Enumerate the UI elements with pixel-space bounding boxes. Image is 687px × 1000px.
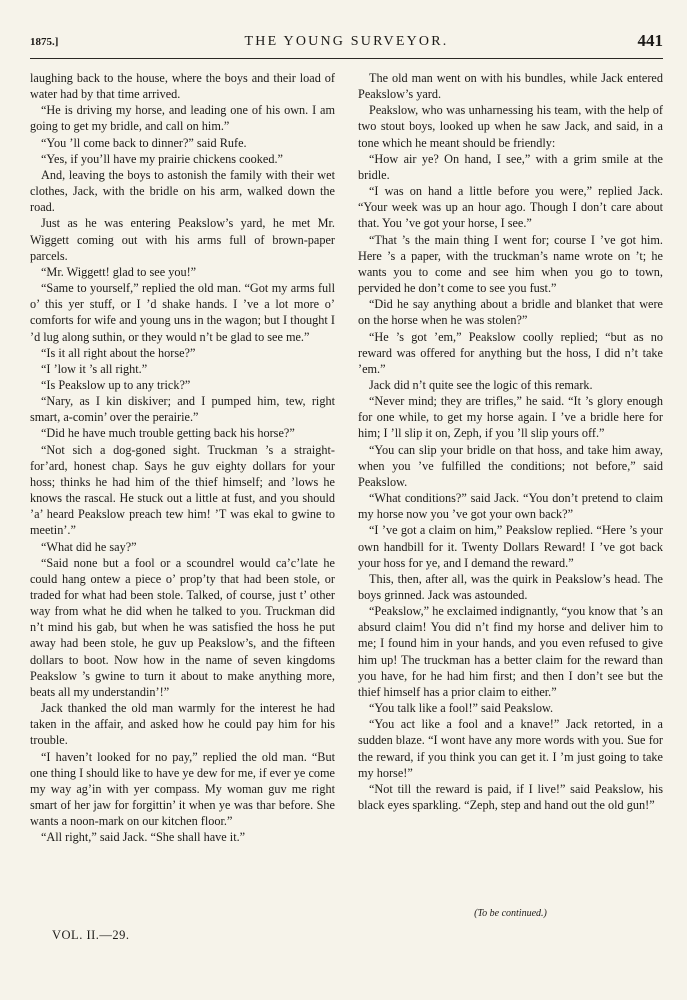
paragraph: “All right,” said Jack. “She shall have it.” bbox=[41, 830, 246, 845]
paragraph: “I ’low it ’s all right.” bbox=[41, 361, 148, 376]
paragraph: Jack thanked the old man warmly for the interest he had taken in the affair, and asked how he could pay him for his trouble. bbox=[30, 701, 335, 748]
paragraph: “I ’ve got a claim on him,” Peakslow replied. “Here ’s your own handbill for it. Twenty Dollars Reward! I ’ve got back your hoss for ye, and I demand the reward.” bbox=[358, 523, 663, 570]
paragraph: “He is driving my horse, and leading one of his own. I am going to get my bridle, and call on him.” bbox=[30, 103, 335, 134]
paragraph: “Not sich a dog-goned sight. Truckman ’s a straight-for’ard, honest chap. Says he guv eighty dollars for your hoss; thinks he had him of the thief himself; and ’lows he knows the rascal. He stuck out a little at fust, and you should ’a’ heard Peakslow preach tew him! ’T was ekal to gwine to meetin’.” bbox=[30, 442, 335, 538]
paragraph: “Mr. Wiggett! glad to see you!” bbox=[41, 264, 197, 279]
paragraph: And, leaving the boys to astonish the family with their wet clothes, Jack, with the bridle on his arm, walked down the road. bbox=[30, 167, 335, 215]
paragraph: “Did he have much trouble getting back his horse?” bbox=[41, 426, 295, 441]
paragraph: “What conditions?” said Jack. “You don’t pretend to claim my horse now you ’ve got your own back?” bbox=[358, 491, 663, 522]
paragraph: “Never mind; they are trifles,” he said. “It ’s glory enough for one while, to get my horse again. I ’ve a bridle here for him; I ’ll slip it on, Zeph, if you ’ll slip yours off.” bbox=[358, 394, 663, 441]
paragraph: “Same to yourself,” replied the old man. “Got my arms full o’ this yer stuff, or I ’d shake hands. I ’ve a lot more o’ comforts for wife and young uns in the wagon; but I thought I ’d lug along suthin, or they would n’t be glad to see me.” bbox=[30, 281, 335, 344]
paragraph: “Did he say anything about a bridle and blanket that were on the horse when he was stolen?” bbox=[358, 297, 663, 328]
running-head bbox=[30, 32, 663, 52]
paragraph: This, then, after all, was the quirk in Peakslow’s head. The boys grinned. Jack was astounded. bbox=[358, 571, 663, 602]
paragraph: “Peakslow,” he exclaimed indignantly, “you know that ’s an absurd claim! You did n’t find my horse and deliver him to me; I found him in your hands, and you even refused to give him up! The truckman has a better claim for the reward than you have, for he had him first; and then I don’t see but the thief himself has a prior claim to either.” bbox=[358, 604, 663, 699]
paragraph: “I haven’t looked for no pay,” replied the old man. “But one thing I should like to have ye dew for me, if ever ye come my way ag’in with yer compass. My woman guv me right smart of her jaw for forgittin’ it when ye was thar before. She wants a noon-mark on our kitchen floor.” bbox=[30, 749, 335, 829]
paragraph: Jack did n’t quite see the logic of this remark. bbox=[369, 377, 593, 392]
paragraph: laughing back to the house, where the boys and their load of water had by that time arrived. bbox=[30, 71, 335, 102]
paragraph: “Yes, if you’ll have my prairie chickens cooked.” bbox=[41, 151, 283, 166]
paragraph: “Is Peakslow up to any trick?” bbox=[41, 377, 191, 392]
paragraph: Peakslow, who was unharnessing his team, with the help of two stout boys, looked up when he saw Jack, and said, in a tone which he meant should be friendly: bbox=[358, 103, 663, 150]
volume-signature: VOL. II.—29. bbox=[52, 928, 130, 942]
paragraph: “Nary, as I kin diskiver; and I pumped him, tew, right smart, a-comin’ over the perairie.” bbox=[30, 394, 335, 425]
paragraph: “What did he say?” bbox=[41, 539, 137, 554]
paragraph: “Said none but a fool or a scoundrel would ca’c’late he could hang ontew a piece o’ prop’ty that had been stole, or traded for what had been stole. Talked, of course, just t’ other way from what he did when he talked to you. Truckman did n’t mind his gab, but when he was satisfied the hoss he put away had been stole, he guv up Peakslow’s, and the fifteen dollars to boot. Now how in the name of seven kingdoms Peakslow ’s gwine to turn it about to make anything more, beats all my understandin’!” bbox=[30, 555, 335, 699]
header-year: 1875.] bbox=[30, 36, 59, 48]
header-rule bbox=[30, 58, 663, 59]
paragraph: “Is it all right about the horse?” bbox=[41, 345, 196, 360]
to-be-continued: (To be continued.) bbox=[474, 908, 547, 919]
paragraph: “You act like a fool and a knave!” Jack retorted, in a sudden blaze. “I wont have any more words with you. Sue for the reward, if you think you can get it. I ’m just going to take my horse!” bbox=[358, 717, 663, 780]
paragraph: “You can slip your bridle on that hoss, and take him away, when you ’ve fulfilled the conditions; not before,” said Peakslow. bbox=[358, 442, 663, 489]
paragraph: Just as he was entering Peakslow’s yard, he met Mr. Wiggett coming out with his arms full of brown-paper parcels. bbox=[30, 216, 335, 263]
paragraph: “I was on hand a little before you were,” replied Jack. “Your week was up an hour ago. Though I don’t care about that. You ’ve got your horse, I see.” bbox=[358, 184, 663, 231]
paragraph: “Not till the reward is paid, if I live!” said Peakslow, his black eyes sparkling. “Zeph, step and hand out the old gun!” bbox=[358, 781, 663, 813]
paragraph: “He ’s got ’em,” Peakslow coolly replied; “but as no reward was offered for anything but the hoss, I did n’t take ’em.” bbox=[358, 329, 663, 376]
paragraph: The old man went on with his bundles, while Jack entered Peakslow’s yard. bbox=[358, 71, 663, 102]
left-column bbox=[30, 70, 335, 846]
paragraph: “You ’ll come back to dinner?” said Rufe. bbox=[41, 135, 247, 150]
paragraph: “How air ye? On hand, I see,” with a grim smile at the bridle. bbox=[358, 151, 663, 182]
page-number: 441 bbox=[637, 31, 663, 50]
right-column bbox=[358, 70, 663, 813]
header-title: THE YOUNG SURVEYOR. bbox=[244, 34, 449, 49]
paragraph: “That ’s the main thing I went for; course I ’ve got him. Here ’s a paper, with the truckman’s name wrote on ’t; he wants you to come and see him when you go to town, pervided he don’t come to see you fust.” bbox=[358, 232, 663, 296]
paragraph: “You talk like a fool!” said Peakslow. bbox=[369, 701, 554, 716]
